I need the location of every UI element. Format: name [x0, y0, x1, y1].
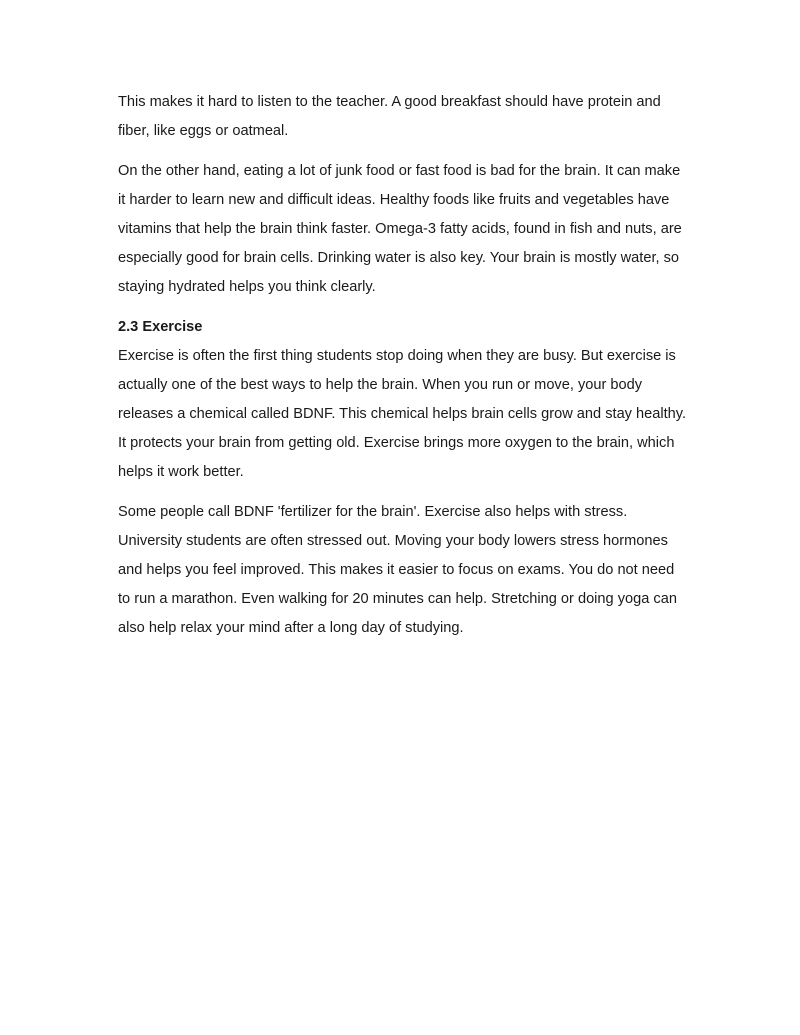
document-body [118, 88, 688, 654]
paragraph-junk-food: On the other hand, eating a lot of junk food or fast food is bad for the brain. It can make it harder to learn new and difficult ideas. Healthy foods like fruits and vegetables have vitamins that help the brain think faster. Omega-3 fatty acids, found in fish and nuts, are especially good for brain cells. Drinking water is also key. Your brain is mostly water, so staying hydrated helps you think clearly. [118, 163, 682, 295]
paragraph-exercise-bdnf: Exercise is often the first thing students stop doing when they are busy. But exercise is actually one of the best ways to help the brain. When you run or move, your body releases a chemical called BDNF. This chemical helps brain cells grow and stay healthy. It protects your brain from getting old. Exercise brings more oxygen to the brain, which helps it work better. [118, 348, 687, 480]
paragraph-exercise-stress: Some people call BDNF 'fertilizer for the brain'. Exercise also helps with stress. University students are often stressed out. Moving your body lowers stress hormones and helps you feel improved. This makes it easier to focus on exams. You do not need to run a marathon. Even walking for 20 minutes can help. Stretching or doing yoga can also help relax your mind after a long day of studying. [118, 504, 677, 636]
section-heading-exercise: 2.3 Exercise [118, 319, 203, 335]
paragraph-breakfast: This makes it hard to listen to the teacher. A good breakfast should have protein and fiber, like eggs or oatmeal. [118, 94, 661, 139]
